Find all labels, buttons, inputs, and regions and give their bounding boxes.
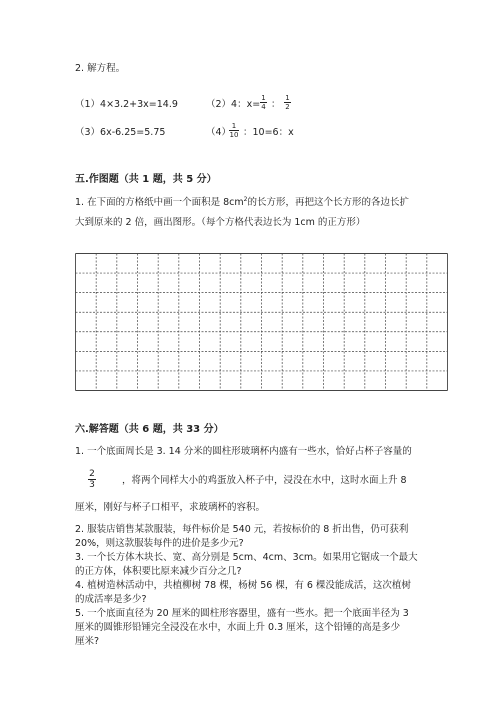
fraction-numerator: 2	[89, 469, 95, 479]
section6-question-4-line-1: 4. 植树造林活动中，共植柳树 78 棵，杨树 56 棵，有 6 棵没能成活，这次植树	[75, 580, 411, 591]
section6-question-1-fraction	[88, 469, 96, 490]
fraction-denominator: 2	[285, 103, 290, 111]
text-part: 的长方形，再把这个长方形的各边长扩	[247, 197, 409, 209]
equation-2-separator: ：	[271, 99, 281, 110]
section6-heading: 六.解答题（共 6 题，共 33 分）	[75, 424, 224, 435]
fraction-numerator: 1	[231, 122, 237, 130]
section6-question-4-line-2: 的成活率是多少?	[75, 594, 147, 605]
grid-lines	[75, 253, 448, 391]
section5-question-1-line-2: 大到原来的 2 倍，画出图形。（每个方格代表边长为 1cm 的正方形）	[75, 217, 366, 228]
section6-question-2-line-1: 2. 服装店销售某款服装，每件标价是 540 元，若按标价的 8 折出售，仍可获利	[75, 524, 409, 535]
section2-title: 2. 解方程。	[75, 63, 126, 74]
section6-question-1-line-1: 1. 一个底面周长是 3. 14 分米的圆柱形玻璃杯内盛有一些水，恰好占杯子容量的	[75, 446, 412, 457]
equation-1: （1）4×3.2+3x=14.9	[75, 99, 178, 110]
section6-question-1-line-3: 厘米，刚好与杯子口相平，求玻璃杯的容积。	[75, 502, 266, 513]
section5-question-1-line-1	[75, 197, 409, 208]
section6-question-5-line-1: 5. 一个底面直径为 20 厘米的圆柱形容器里，盛有一些水。把一个底面半径为 3	[75, 608, 409, 619]
section6-question-2-line-2: 20%，则这款服装每件的进价是多少元?	[75, 538, 244, 549]
fraction-denominator: 10	[229, 131, 239, 139]
section6-question-1-line-2: ，将两个同样大小的鸡蛋放入杯子中，浸没在水中，这时水面上升 8	[122, 475, 407, 486]
equation-2-fraction-2	[284, 94, 291, 111]
square-grid	[75, 253, 448, 391]
fraction-numerator: 1	[285, 94, 290, 102]
text-part: 1. 在下面的方格纸中画一个面积是 8cm	[75, 197, 244, 209]
fraction-denominator: 4	[261, 103, 266, 111]
fraction-numerator: 1	[261, 94, 266, 102]
section6-question-5-line-3: 厘米?	[75, 636, 100, 647]
fraction-denominator: 3	[89, 480, 95, 490]
equation-2-fraction-1	[260, 94, 267, 111]
equation-4-prefix: （4）	[206, 127, 232, 138]
squared-superscript: 2	[243, 196, 248, 203]
equation-4-fraction	[229, 122, 239, 139]
equation-2-prefix: （2）4：x=	[206, 99, 261, 110]
section6-question-3-line-1: 3. 一个长方体木块长、宽、高分别是 5cm、4cm、3cm。如果用它锯成一个最大	[75, 552, 418, 563]
section6-question-3-line-2: 的正方体，体积要比原来减少百分之几?	[75, 566, 242, 577]
equation-3: （3）6x-6.25=5.75	[75, 127, 166, 138]
section5-heading: 五.作图题（共 1 题，共 5 分）	[75, 174, 217, 185]
equation-4-suffix: ：10=6：x	[243, 127, 294, 138]
section6-question-5-line-2: 厘米的圆锥形铅锤完全浸没在水中，水面上升 0.3 厘米，这个铅锤的高是多少	[75, 622, 401, 633]
